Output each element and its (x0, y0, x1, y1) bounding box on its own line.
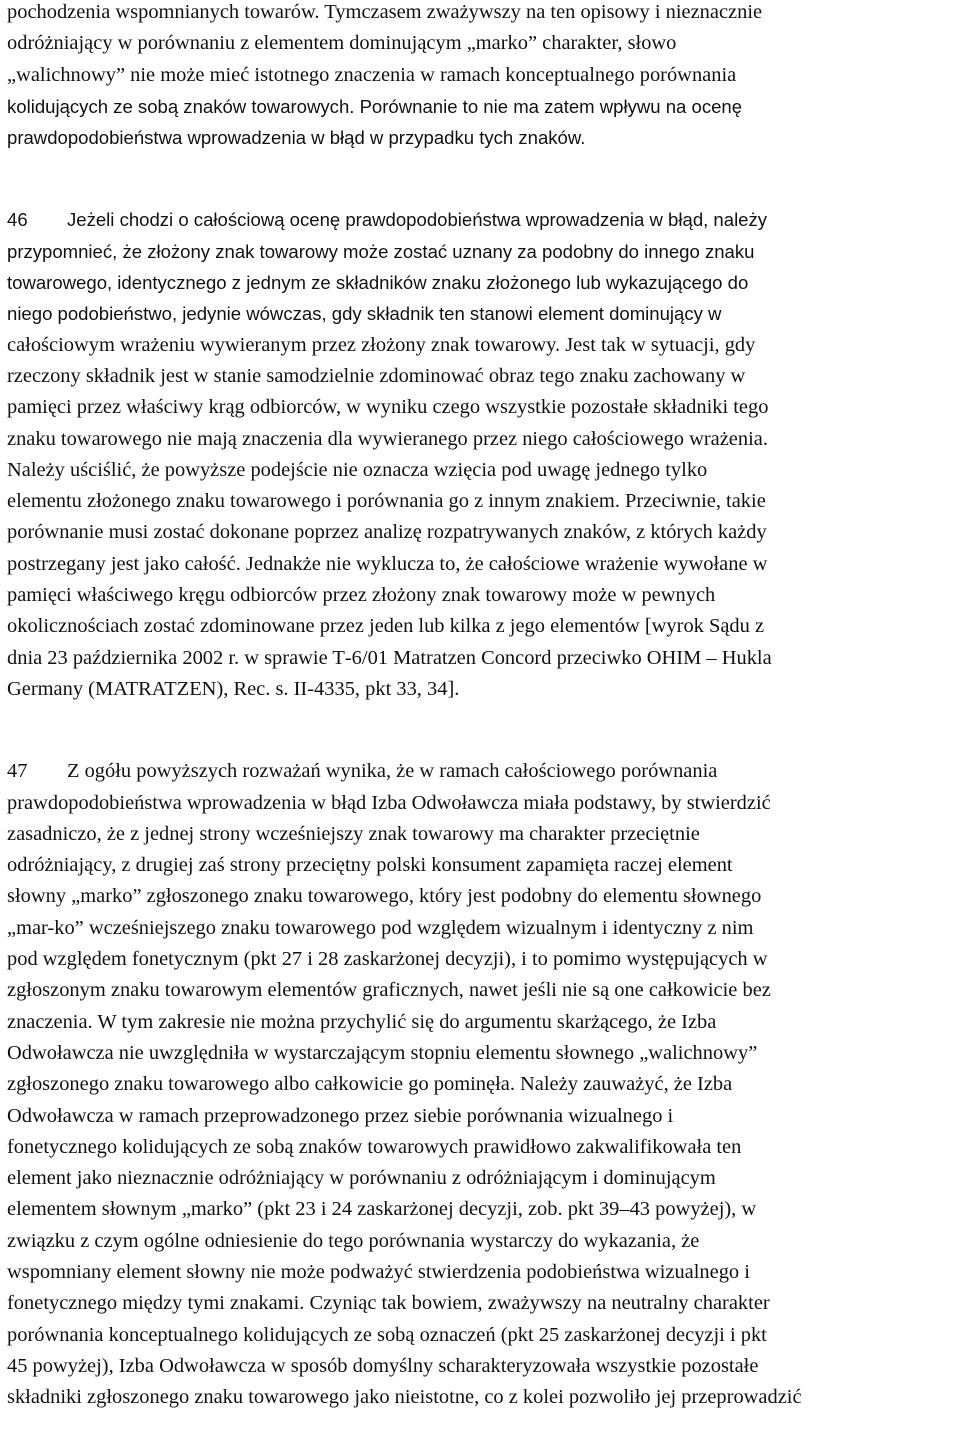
text-line: fonetycznego między tymi znakami. Czyniąc tak bowiem, zważywszy na neutralny charakter (7, 1292, 770, 1315)
text-line: niego podobieństwo, jedynie wówczas, gdy składnik ten stanowi element dominujący w (7, 303, 722, 325)
text-line: Odwoławcza nie uwzględniła w wystarczającym stopniu elementu słownego „walichnowy” (7, 1041, 758, 1064)
text-line: Należy uściślić, że powyższe podejście nie oznacza wzięcia pod uwagę jednego tylko (7, 458, 708, 481)
text-line: Z ogółu powyższych rozważań wynika, że w ramach całościowego porównania (67, 760, 718, 783)
text-line: zasadniczo, że z jednej strony wcześniejszy znak towarowy ma charakter przeciętnie (7, 822, 700, 845)
text-line: zgłoszonego znaku towarowego albo całkowicie go pominęła. Należy zauważyć, że Izba (7, 1073, 733, 1096)
text-line: porównanie musi zostać dokonane poprzez analizę rozpatrywanych znaków, z których każdy (7, 521, 767, 544)
text-line: Germany (MATRATZEN), Rec. s. II‑4335, pkt 33, 34]. (7, 677, 460, 700)
paragraph-number: 46 (7, 209, 28, 231)
text-line: towarowego, identycznego z jednym ze składników znaku złożonego lub wykazującego do (7, 272, 749, 294)
paragraph-first-line (7, 756, 955, 787)
text-line: pamięci właściwego kręgu odbiorców przez złożony znak towarowy może w pewnych (7, 584, 716, 607)
text-line: pamięci przez właściwy krąg odbiorców, w wyniku czego wszystkie pozostałe składniki tego (7, 396, 769, 419)
text-line: słowny „marko” zgłoszonego znaku towarowego, który jest podobny do elementu słownego (7, 885, 762, 908)
text-line: porównania konceptualnego kolidujących ze sobą oznaczeń (pkt 25 zaskarżonej decyzji i pkt (7, 1323, 767, 1346)
text-line: elementem słownym „marko” (pkt 23 i 24 zaskarżonej decyzji, zob. pkt 39–43 powyżej), w (7, 1198, 757, 1221)
text-line: „mar-ko” wcześniejszego znaku towarowego pod względem wizualnym i identyczny z nim (7, 916, 754, 939)
text-line: element jako nieznacznie odróżniający w porównaniu z odróżniającym i dominującym (7, 1167, 716, 1190)
text-line: rzeczony składnik jest w stanie samodzielnie zdominować obraz tego znaku zachowany w (7, 364, 746, 387)
text-line: przypomnieć, że złożony znak towarowy może zostać uznany za podobny do innego znaku (7, 240, 755, 262)
text-line: znaczenia. W tym zakresie nie można przychylić się do argumentu skarżącego, że Izba (7, 1010, 717, 1033)
text-line: związku z czym ogólne odniesienie do tego porównania wystarczy do wykazania, że (7, 1229, 700, 1252)
text-line: kolidujących ze sobą znaków towarowych. Porównanie to nie ma zatem wpływu na ocenę (7, 95, 743, 117)
text-line: pochodzenia wspomnianych towarów. Tymczasem zważywszy na ten opisowy i nieznacznie (7, 1, 763, 23)
text-line: Odwoławcza w ramach przeprowadzonego przez siebie porównania wizualnego i (7, 1104, 674, 1127)
text-line: postrzegany jest jako całość. Jednakże nie wyklucza to, że całościowe wrażenie wywołane w (7, 552, 768, 575)
text-line: Jeżeli chodzi o całościową ocenę prawdopodobieństwa wprowadzenia w błąd, należy (67, 209, 768, 231)
text-line: elementu złożonego znaku towarowego i porównania go z innym znakiem. Przeciwnie, takie (7, 490, 766, 513)
text-line: prawdopodobieństwa wprowadzenia w błąd w przypadku tych znaków. (7, 127, 586, 149)
text-line: wspomniany element słowny nie może podważyć stwierdzenia podobieństwa wizualnego i (7, 1260, 750, 1283)
document-page (7, 0, 955, 1413)
text-line: odróżniający, z drugiej zaś strony przeciętny polski konsument zapamięta raczej element (7, 854, 733, 877)
text-line: zgłoszonym znaku towarowym elementów graficznych, nawet jeśli nie są one całkowicie bez (7, 979, 771, 1002)
text-line: całościowym wrażeniu wywieranym przez złożony znak towarowy. Jest tak w sytuacji, gdy (7, 333, 756, 356)
paragraph-continued (7, 0, 955, 153)
text-line: składniki zgłoszonego znaku towarowego jako nieistotne, co z kolei pozwoliło jej przeprowadzić (7, 1386, 802, 1409)
text-line: okolicznościach zostać zdominowane przez jeden lub kilka z jego elementów [wyrok Sądu z (7, 615, 765, 638)
text-line: „walichnowy” nie może mieć istotnego znaczenia w ramach konceptualnego porównania (7, 63, 737, 86)
text-line: znaku towarowego nie mają znaczenia dla wywieranego przez niego całościowego wrażenia. (7, 427, 768, 450)
text-line: prawdopodobieństwa wprowadzenia w błąd Izba Odwoławcza miała podstawy, by stwierdzić (7, 791, 771, 814)
text-line: odróżniający w porównaniu z elementem dominującym „marko” charakter, słowo (7, 32, 677, 55)
text-line: pod względem fonetycznym (pkt 27 i 28 zaskarżonej decyzji), i to pomimo występujących w (7, 948, 768, 971)
text-line: fonetycznego kolidujących ze sobą znaków towarowych prawidłowo zakwalifikowała ten (7, 1135, 742, 1158)
paragraph-47 (7, 756, 955, 1413)
paragraph-46 (7, 204, 955, 705)
paragraph-number: 47 (7, 760, 28, 783)
text-line: 45 powyżej), Izba Odwoławcza w sposób domyślny scharakteryzowała wszystkie pozostałe (7, 1354, 759, 1377)
paragraph-first-line (7, 204, 955, 235)
text-line: dnia 23 października 2002 r. w sprawie T‑6/01 Matratzen Concord przeciwko OHIM – Hukla (7, 646, 772, 669)
